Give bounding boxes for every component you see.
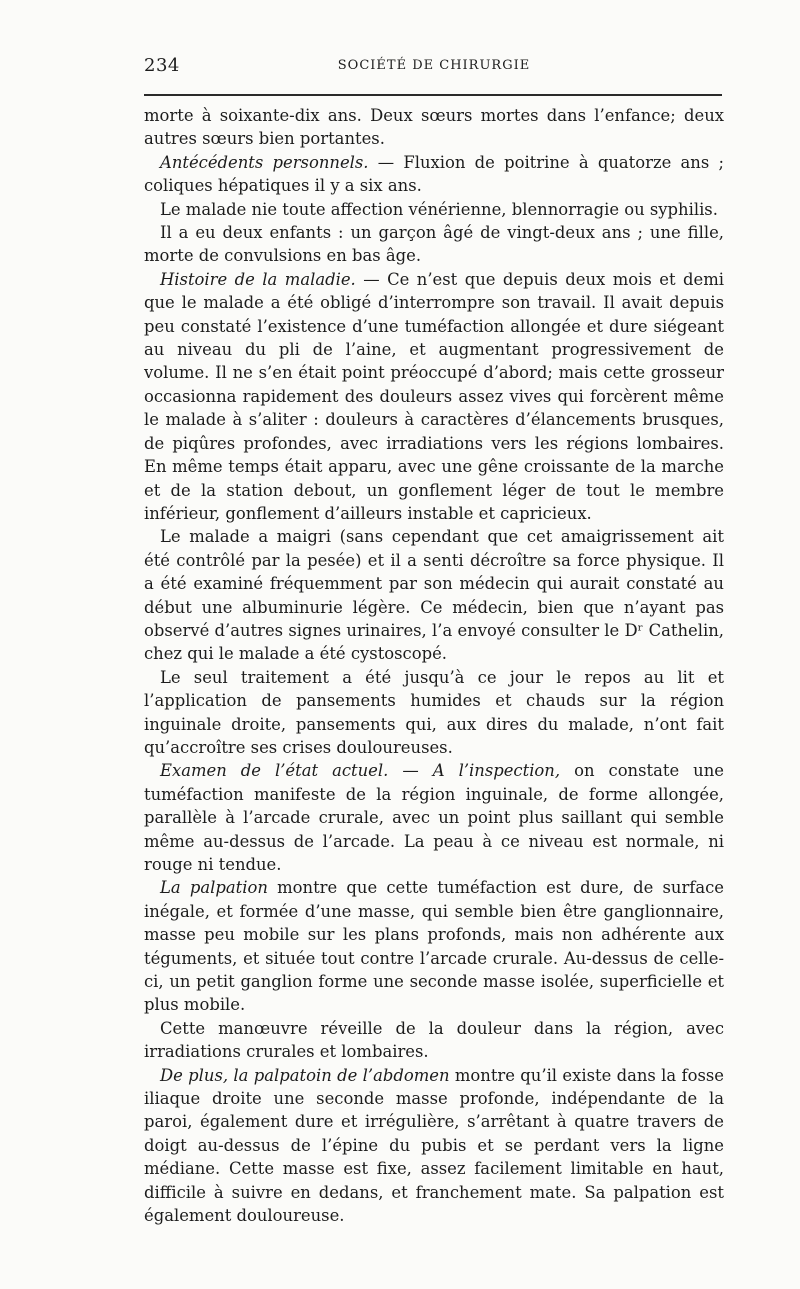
- paragraph-text: Le seul traitement a été jusqu’à ce jour le repos au lit et l’application de pansements humides et chauds sur la région inguinale droite, pansements qui, aux dires du malade, n’ont fait qu’accroître ses crises douloureuses.: [144, 667, 724, 757]
- paragraph-lead: Antécédents personnels.: [160, 152, 369, 172]
- paragraph-text: Le malade a maigri (sans cependant que cet amaigrissement ait été contrôlé par la pesée) et il a senti décroître sa force physique. Il a été examiné fréquemment par son médecin qui aurait constaté au début une albuminurie légère. Ce médecin, bien que n’ayant pas observé d’autres signes urinaires, l’a envoyé consulter le Dʳ Cathelin, chez qui le malade a été cystoscopé.: [144, 527, 724, 664]
- paragraph-8: [144, 759, 724, 876]
- paragraph-2: [144, 151, 724, 198]
- paragraph-1: [144, 104, 724, 151]
- running-head: SOCIÉTÉ DE CHIRURGIE: [337, 58, 531, 73]
- paragraph-text: — Ce n’est que depuis deux mois et demi que le malade a été obligé d’interrompre son travail. Il avait depuis peu constaté l’existence d’une tuméfaction allongée et dure siégeant au niveau du pli de l’aine, et augmentant progressivement de volume. Il ne s’en était point préoccupé d’abord; mais cette grosseur occasionna rapidement des douleurs assez vives qui forcèrent même le malade à s’aliter : douleurs à caractères d’élancements brusques, de piqûres profondes, avec irradiations vers les régions lombaires. En même temps était apparu, avec une gêne croissante de la marche et de la station debout, un gonflement léger de tout le membre inférieur, gonflement d’ailleurs instable et capricieux.: [144, 269, 724, 523]
- paragraph-lead: Histoire de la maladie.: [160, 269, 356, 289]
- page-number: 234: [144, 55, 180, 76]
- page-header: [144, 55, 724, 83]
- paragraph-text: Il a eu deux enfants : un garçon âgé de vingt-deux ans ; une fille, morte de convulsions en bas âge.: [144, 223, 724, 266]
- paragraph-text: on constate une tuméfaction manifeste de la région inguinale, de forme allongée, parallèle à l’arcade crurale, avec un point plus saillant qui semble même au-dessus de l’arcade. La peau à ce niveau est normale, ni rouge ni tendue.: [144, 761, 724, 874]
- paragraph-4: [144, 221, 724, 268]
- body-text: [144, 104, 724, 1228]
- paragraph-5: [144, 268, 724, 525]
- paragraph-11: [144, 1064, 724, 1228]
- paragraph-9: [144, 876, 724, 1016]
- paragraph-10: [144, 1017, 724, 1064]
- paragraph-text: montre que cette tuméfaction est dure, de surface inégale, et formée d’une masse, qui semble bien être ganglionnaire, masse peu mobile sur les plans profonds, mais non adhérente aux téguments, et située tout contre l’arcade crurale. Au-dessus de celle-ci, un petit ganglion forme une seconde masse isolée, superficielle et plus mobile.: [144, 878, 724, 1015]
- header-rule: [144, 94, 722, 96]
- paragraph-text: Cette manœuvre réveille de la douleur dans la région, avec irradiations crurales et lombaires.: [144, 1018, 724, 1062]
- paragraph-text: — Fluxion de poitrine à quatorze ans ; coliques hépatiques il y a six ans.: [144, 152, 724, 196]
- paragraph-text: montre qu’il existe dans la fosse iliaque droite une seconde masse profonde, indépendante de la paroi, également dure et irrégulière, s’arrêtant à quatre travers de doigt au-dessus de l’épine du pubis et se perdant vers la ligne médiane. Cette masse est fixe, assez facilement limitable en haut, difficile à suivre en dedans, et franchement mate. Sa palpation est également douloureuse.: [144, 1065, 724, 1226]
- paragraph-text: morte à soixante-dix ans. Deux sœurs mortes dans l’enfance; deux autres sœurs bien portantes.: [144, 106, 724, 149]
- paragraph-lead: Examen de l’état actuel. — A l’inspection,: [160, 761, 561, 781]
- paragraph-lead: La palpation: [160, 878, 268, 898]
- paragraph-7: [144, 666, 724, 760]
- paragraph-3: [144, 198, 724, 221]
- paragraph-lead: De plus, la palpatoin de l’abdomen: [160, 1065, 450, 1085]
- paragraph-text: Le malade nie toute affection vénérienne, blennorragie ou syphilis.: [160, 199, 718, 219]
- paragraph-6: [144, 525, 724, 665]
